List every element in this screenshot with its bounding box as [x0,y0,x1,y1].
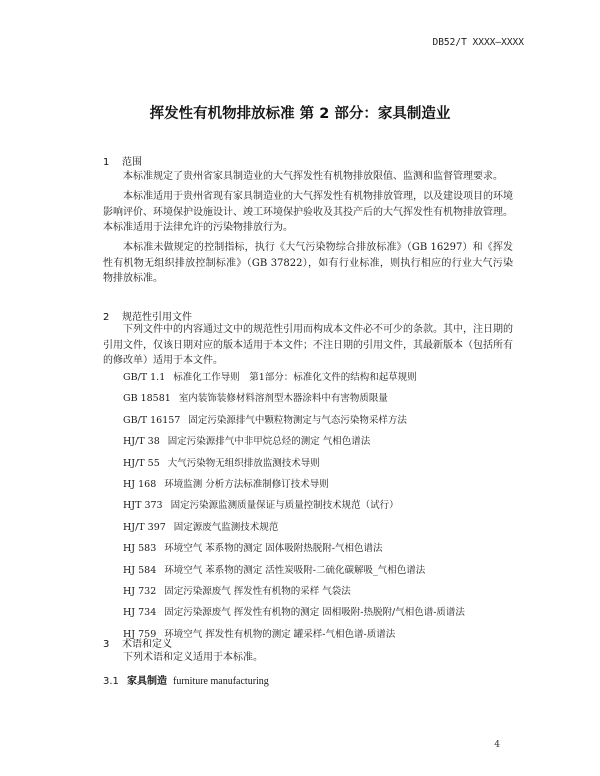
reference-code: GB/T 16157 [123,414,181,426]
reference-name: 标准化工作导则 第1部分：标准化文件的结构和起草规则 [173,372,417,383]
reference-code: HJ/T 55 [123,457,160,469]
reference-name: 固定污染源废气 挥发性有机物的采样 气袋法 [164,585,351,597]
reference-code: HJ/T 397 [123,521,166,533]
reference-item [123,560,465,581]
reference-name: 环境空气 挥发性有机物的测定 罐采样-气相色谱-质谱法 [164,628,396,640]
reference-name: 固定源废气监测技术规范 [173,521,279,533]
page-number: 4 [494,740,500,750]
reference-code: GB 18581 [123,393,171,405]
reference-name: 环境监测 分析方法标准制修订技术导则 [164,478,329,490]
reference-code: HJ 583 [123,543,157,555]
paragraph: 本标准适用于贵州省现有家具制造业的大气挥发性有机物排放管理，以及建设项目的环境影响评价、环境保护设施设计、竣工环境保护验收及其投产后的大气挥发性有机物排放管理。本标准适用于法律允许的污染物排放行为。 [103,191,513,233]
section-heading-terms [103,635,172,650]
reference-item [123,453,465,474]
reference-item [123,538,465,559]
reference-code: GB/T 1.1 [123,372,166,383]
reference-name: 室内装饰装修材料溶剂型木器涂料中有害物质限量 [178,393,388,405]
reference-item [123,624,465,645]
reference-item [123,431,465,452]
term-name-en: furniture manufacturing [173,676,269,687]
reference-code: HJ 759 [123,628,157,640]
reference-name: 环境空气 苯系物的测定 固体吸附热脱附-气相色谱法 [164,543,383,555]
reference-code: HJ/T 38 [123,436,160,448]
paragraph: 本标准未做规定的控制指标，执行《大气污染物综合排放标准》（GB 16297）和《挥发性有机物无组织排放控制标准》（GB 37822），如有行业标准，则执行相应的行业大气污染物排放标准。 [103,242,513,284]
reference-list [123,367,465,645]
reference-code: HJT 373 [123,500,163,512]
section-title: 规范性引用文件 [122,312,192,323]
section-title: 范围 [122,157,142,168]
reference-code: HJ 168 [123,478,157,490]
reference-name: 大气污染物无组织排放监测技术导则 [167,457,320,469]
reference-code: HJ 584 [123,564,157,576]
section-heading-scope [103,153,142,168]
section-number: 3 [103,639,110,650]
term-entry [103,672,269,687]
paragraph: 本标准规定了贵州省家具制造业的大气挥发性有机物排放限值、监测和监督管理要求。 [123,171,503,182]
document-code: DB52/T XXXX—XXXX [432,37,524,48]
term-number: 3.1 [103,676,119,687]
reference-item [123,581,465,602]
reference-name: 固定污染源废气 挥发性有机物的测定 固相吸附-热脱附/气相色谱-质谱法 [164,607,465,619]
reference-name: 固定污染源排气中颗粒物测定与气态污染物采样方法 [188,414,407,426]
reference-name: 固定污染源监测质量保证与质量控制技术规范（试行） [170,500,399,512]
section-heading-normative-references [103,308,192,323]
section-number: 2 [103,312,110,323]
reference-name: 固定污染源排气中非甲烷总烃的测定 气相色谱法 [167,436,371,448]
reference-code: HJ 734 [123,607,157,619]
document-title: 挥发性有机物排放标准 第 2 部分：家具制造业 [149,106,451,122]
reference-item [123,495,465,516]
section-title: 术语和定义 [122,639,172,650]
term-name-zh: 家具制造 [127,676,167,687]
reference-item [123,388,465,409]
reference-item [123,602,465,623]
reference-item [123,410,465,431]
paragraph: 下列术语和定义适用于本标准。 [123,652,263,663]
paragraph: 下列文件中的内容通过文中的规范性引用而构成本文件必不可少的条款。其中，注日期的引用文件，仅该日期对应的版本适用于本文件；不注日期的引用文件，其最新版本（包括所有的修改单）适用于本文件。 [103,324,513,366]
reference-item [123,367,465,388]
reference-item [123,517,465,538]
reference-name: 环境空气 苯系物的测定 活性炭吸附-二硫化碳解吸_气相色谱法 [164,564,426,576]
reference-item [123,474,465,495]
section-number: 1 [103,157,110,168]
reference-code: HJ 732 [123,585,157,597]
